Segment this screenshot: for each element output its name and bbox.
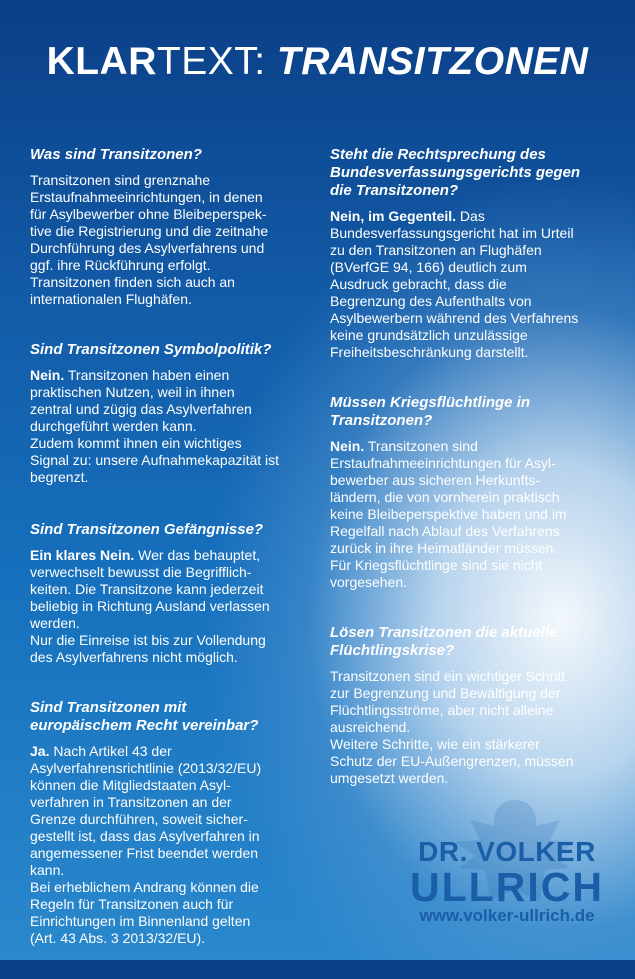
left-column [30, 146, 320, 979]
page-title [0, 40, 635, 84]
right-column [330, 146, 620, 819]
faq-answer: Ja. Nach Artikel 43 der Asylverfahrensrichtlinie (2013/32/EU) können die Mitgliedstaaten Asyl- verfahren in Transitzonen an der Grenze durchführen, soweit sicher- gestellt ist, dass das Asylverfahren in angemessener Frist beendet werden kann. Bei erheblichem Andrang können die Regeln für Transitzonen auch für Einrichtungen im Binnenland gelten (Art. 43 Abs. 3 2013/32/EU). [30, 743, 262, 946]
faq-question: Sind Transitzonen Gefängnisse? [30, 521, 264, 538]
logo-name-first: DR. VOLKER [418, 836, 596, 867]
title-light: TEXT: [156, 40, 277, 83]
faq-question: Müssen Kriegsflüchtlinge in Transitzonen? [330, 394, 531, 429]
faq-question: Was sind Transitzonen? [30, 146, 202, 163]
faq-question: Steht die Rechtsprechung des Bundesverfassungsgerichts gegen die Transitzonen? [330, 146, 581, 199]
logo-website-link[interactable]: www.volker-ullrich.de [419, 906, 595, 925]
faq-question: Lösen Transitzonen die aktuelle Flüchtlingskrise? [330, 624, 558, 659]
faq-answer: Ein klares Nein. Wer das behauptet, verwechselt bewusst die Begrifflich- keiten. Die Transitzone kann jederzeit beliebig in Richtung Ausland verlassen werden. Nur die Einreise ist bis zur Vollendung des Asylverfahrens nicht möglich. [30, 547, 270, 665]
faq-question: Sind Transitzonen Symbolpolitik? [30, 341, 272, 358]
faq-answer: Nein. Transitzonen haben einen praktischen Nutzen, weil in ihnen zentral und zügig das Asylverfahren durchgeführt werden kann. Zudem kommt ihnen ein wichtiges Signal zu: unsere Aufnahmekapazität ist begrenzt. [30, 367, 280, 485]
faq-answer: Transitzonen sind grenznahe Erstaufnahmeeinrichtungen, in denen für Asylbewerber ohne Bleibeperspek- tive die Registrierung und die zeitnahe Durchführung des Asylverfahrens und ggf. ihre Rückführung erfolgt. Transitzonen finden sich auch an internationalen Flughäfen. [30, 172, 269, 307]
faq-section [330, 624, 620, 787]
faq-answer: Transitzonen sind ein wichtiger Schritt zur Begrenzung und Bewältigung der Flüchtlingsströme, aber nicht alleine ausreichend. Weitere Schritte, wie ein stärkerer Schutz der EU-Außengrenzen, müssen umgesetzt werden. [330, 668, 574, 786]
faq-section [30, 341, 320, 486]
faq-section [330, 394, 620, 591]
title-bold: KLAR [46, 40, 157, 83]
logo-name-last: ULLRICH [410, 864, 604, 910]
faq-answer: Nein, im Gegenteil. Das Bundesverfassungsgericht hat im Urteil zu den Transitzonen an Flughäfen (BVerfGE 94, 166) deutlich zum Ausdruck gebracht, dass die Begrenzung des Aufenthalts von Asylbewerbern während des Verfahrens keine grundsätzlich unzulässige Freiheitsbeschränkung darstellt. [330, 208, 579, 360]
faq-question: Sind Transitzonen mit europäischem Recht vereinbar? [30, 699, 259, 734]
faq-answer: Nein. Transitzonen sind Erstaufnahmeeinrichtungen für Asyl- bewerber aus sicheren Herkunfts- ländern, die von vornherein praktisch keine Bleibeperspektive haben und im Regelfall nach Ablauf des Verfahrens zurück in ihre Heimatländer müssen. Für Kriegsflüchtlinge sind sie nicht vorgesehen. [330, 438, 567, 590]
faq-section [30, 521, 320, 666]
faq-section [30, 146, 320, 308]
faq-section [30, 699, 320, 947]
faq-section [330, 146, 620, 361]
title-italic: TRANSITZONEN [276, 40, 589, 83]
